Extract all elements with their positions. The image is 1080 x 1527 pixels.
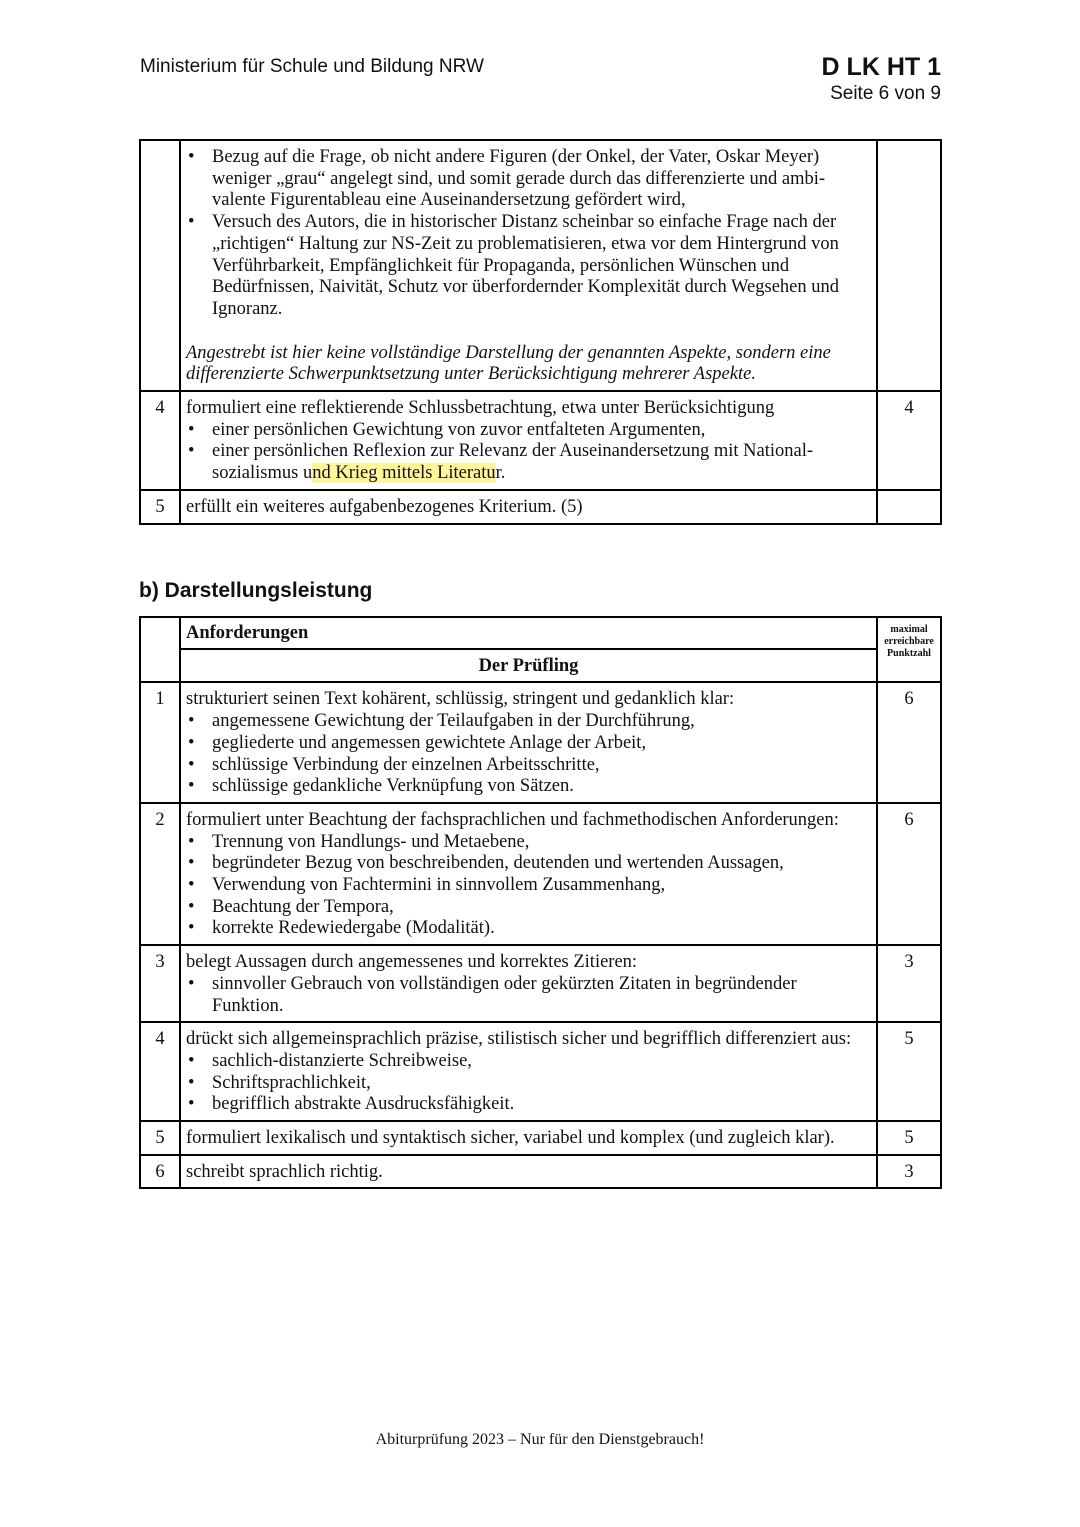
exam-code: D LK HT 1 [821,53,941,81]
list-item: • Schriftsprachlichkeit, [186,1073,871,1095]
highlighted-text: nd Krieg mittels Literatu [312,463,496,484]
list-item: • Trennung von Handlungs- und Metaebene, [186,832,871,854]
page-number: Seite 6 von 9 [830,83,941,104]
list-item: • Beachtung der Tempora, [186,897,871,919]
requirement-intro: formuliert lexikalisch und syntaktisch sicher, variabel und komplex (und zugleich klar). [186,1128,835,1149]
header-max-points: maximal erreichbare Punktzahl [877,617,941,682]
requirement-intro: belegt Aussagen durch angemessenes und korrektes Zitieren: [186,952,638,973]
points-cell: 5 [877,1022,941,1121]
section-title: b) Darstellungsleistung [139,579,373,602]
row-number: 1 [140,682,180,803]
list-item: • schlüssige gedankliche Verknüpfung von Sätzen. [186,776,871,798]
bullet-list [186,974,871,1017]
list-item: • Verwendung von Fachtermini in sinnvollem Zusammenhang, [186,875,871,897]
assessment-note: Angestrebt ist hier keine vollständige Darstellung der genannten Aspekte, sondern eine differenzierte Schwerpunktsetzung unter Berücksichtigung mehrerer Aspekte. [186,342,831,385]
document-header [822,52,941,106]
header-pruefling: Der Prüfling [180,649,877,683]
list-item: • begründeter Bezug von beschreibenden, deutenden und wertenden Aussagen, [186,853,871,875]
list-item: • gegliederte und angemessen gewichtete Anlage der Arbeit, [186,733,871,755]
list-item: • schlüssige Verbindung der einzelnen Arbeitsschritte, [186,755,871,777]
row-number: 5 [140,1121,180,1155]
table-row [140,140,941,391]
table-row [140,490,941,524]
table-row [140,391,941,490]
bullet-list [186,832,871,941]
table-row [140,1121,941,1155]
list-item: • sinnvoller Gebrauch von vollständigen oder gekürzten Zitaten in begründender Funktion. [186,974,871,1017]
requirement-cell [180,803,877,945]
text-segment: einer persönlichen Reflexion zur Relevanz der Auseinandersetzung mit Nationalsozialismus u [212,441,814,484]
requirement-cell [180,682,877,803]
table-row [140,945,941,1022]
row-number: 3 [140,945,180,1022]
requirement-intro: drückt sich allgemeinsprachlich präzise, stilistisch sicher und begrifflich differenziert aus: [186,1029,852,1050]
header-anforderungen: Anforderungen [180,617,877,649]
row-number [140,140,180,391]
list-item: • einer persönlichen Gewichtung von zuvor entfalteten Argumenten, [186,420,871,442]
row-number: 2 [140,803,180,945]
points-cell: 3 [877,945,941,1022]
requirement-cell [180,1155,877,1189]
table-body [140,682,941,1188]
requirement-cell [180,140,877,391]
row-number-header [140,617,180,682]
criteria-table-presentation [139,616,942,1189]
row-number: 4 [140,1022,180,1121]
points-cell: 5 [877,1121,941,1155]
bullet-list [186,420,871,485]
points-cell: 6 [877,682,941,803]
table-header-row [140,649,941,683]
bullet-list [186,711,871,798]
points-cell: 3 [877,1155,941,1189]
table-row [140,803,941,945]
ministry-name: Ministerium für Schule und Bildung NRW [140,56,484,77]
points-cell: 4 [877,391,941,490]
table-header-row [140,617,941,649]
requirement-cell [180,1022,877,1121]
points-cell [877,140,941,391]
table-row [140,682,941,803]
requirement-intro: strukturiert seinen Text kohärent, schlüssig, stringent und gedanklich klar: [186,689,735,710]
row-number: 5 [140,490,180,524]
text-segment: r. [495,463,506,484]
bullet-list [186,1051,871,1116]
list-item: • sachlich-distanzierte Schreibweise, [186,1051,871,1073]
table-row [140,1022,941,1121]
table-row [140,1155,941,1189]
row-number: 6 [140,1155,180,1189]
list-item: • angemessene Gewichtung der Teilaufgaben in der Durchführung, [186,711,871,733]
list-item: • korrekte Redewiedergabe (Modalität). [186,918,871,940]
footer-note: Abiturprüfung 2023 – Nur für den Dienstgebrauch! [375,1431,705,1448]
list-item [186,441,871,484]
list-item: • Bezug auf die Frage, ob nicht andere Figuren (der Onkel, der Vater, Oskar Meyer) weniger „grau“ angelegt sind, und somit gerade durch das differenzierte und ambivalente Figurentableau eine Auseinandersetzung gefördert wird, [186,147,871,212]
requirement-intro: formuliert unter Beachtung der fachsprachlichen und fachmethodischen Anforderungen: [186,809,839,830]
list-item: • Versuch des Autors, die in historischer Distanz scheinbar so einfache Frage nach der „richtigen“ Haltung zur NS-Zeit zu problematisieren, etwa vor dem Hintergrund von Verführbarkeit, Empfänglichkeit für Propaganda, persönlichen Wünschen und Bedürfnissen, Naivität, Schutz vor überfordernder Komplexität durch Wegsehen und Ignoranz. [186,212,871,321]
list-item: • begrifflich abstrakte Ausdrucksfähigkeit. [186,1094,871,1116]
requirement-intro: formuliert eine reflektierende Schlussbetrachtung, etwa unter Berücksichtigung [186,398,775,419]
points-cell [877,490,941,524]
requirement-intro: schreibt sprachlich richtig. [186,1161,383,1182]
requirement-cell: erfüllt ein weiteres aufgabenbezogenes Kriterium. (5) [180,490,877,524]
bullet-list [186,147,871,321]
points-cell: 6 [877,803,941,945]
row-number: 4 [140,391,180,490]
requirement-cell [180,391,877,490]
requirement-cell [180,1121,877,1155]
criteria-table-content [139,139,942,525]
requirement-cell [180,945,877,1022]
